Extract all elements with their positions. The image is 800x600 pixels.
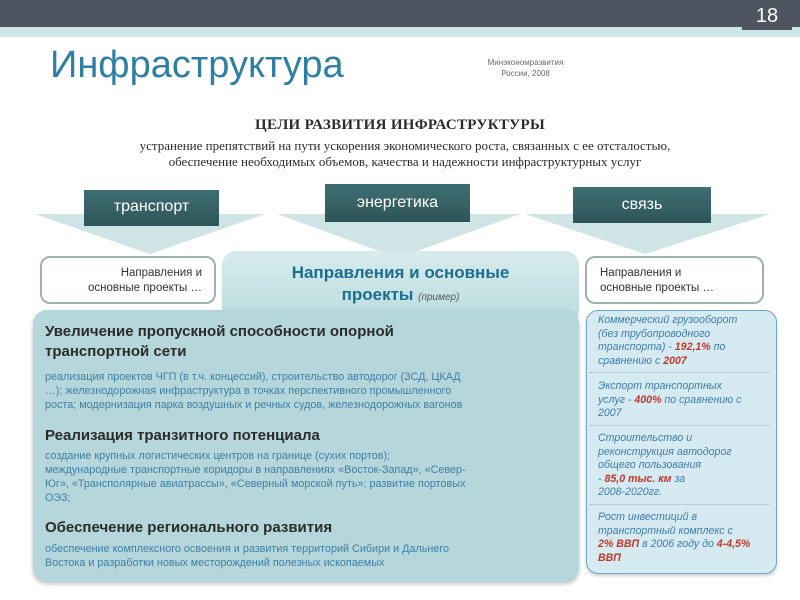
stat-4-value-to: 4-4,5% — [716, 538, 751, 550]
center-title-line-1: Направления и основные — [291, 263, 510, 282]
right-directions-bubble — [585, 256, 764, 304]
section-2-text-line-2: международные транспортные коридоры в направлениях «Восток-Запад», «Север- — [45, 464, 466, 476]
category-communication: связь — [621, 196, 663, 213]
stat-4-gdp: ВВП — [598, 551, 621, 564]
stat-1-line-3-end: по — [710, 341, 726, 353]
stat-1-year: 2007 — [663, 354, 687, 367]
right-bubble-line-2: основные проекты … — [600, 282, 715, 294]
stat-3-line-1: Строительство и — [598, 432, 693, 444]
stat-1-line-2: (без трубопроводного — [598, 327, 711, 340]
section-1-text-line-3: роста; модернизация парка воздушных и речных судов, железнодорожных вагонов — [45, 399, 463, 411]
stat-road-construction — [598, 432, 768, 500]
section-transport-capacity — [45, 322, 570, 412]
section-2-text-line-3: Юг», «Трансполярные авиатрассы», «Северный морской путь»; развитие портовых — [45, 478, 466, 490]
stat-1-line-1: Коммерческий грузооборот — [598, 314, 738, 326]
section-2-heading: Реализация транзитного потенциала — [45, 427, 320, 444]
page-title: Инфраструктура — [50, 44, 344, 86]
stat-separator — [590, 372, 770, 375]
section-1-heading-line-2: транспортной сети — [45, 343, 187, 360]
stat-3-line-5: 2008-2020гг. — [598, 486, 663, 498]
stat-3-line-4: - — [598, 472, 605, 485]
section-1-heading-line-1: Увеличение пропускной способности опорной — [45, 323, 394, 340]
stat-4-line-2: транспортный комплекс с — [598, 524, 733, 537]
goals-line-1: устранение препятствий на пути ускорения экономического роста, связанных с ее отсталостью, — [139, 138, 671, 153]
center-title-line-2: проекты — [341, 285, 414, 304]
source-line-2: России, 2008 — [501, 69, 550, 78]
left-directions-bubble — [40, 256, 216, 304]
section-2-text-line-1: создание крупных логистических центров на границе (сухих портов); — [45, 450, 391, 462]
center-note: (пример) — [418, 292, 460, 303]
stat-transport-export — [598, 380, 768, 421]
stat-3-line-2: реконструкция автодорог — [598, 445, 732, 458]
source-line-1: Минэкономразвития — [487, 58, 564, 67]
section-2-text-line-4: ОЭЗ; — [45, 492, 71, 504]
right-bubble-line-1: Направления и — [600, 267, 682, 279]
slide-number: 18 — [742, 2, 792, 30]
stat-1-line-4: сравнению с — [598, 354, 664, 367]
goals-line-2: обеспечение необходимых объемов, качества и надежности инфраструктурных услуг — [168, 154, 642, 169]
stat-2-line-2-end: по сравнению с — [661, 393, 742, 406]
center-title — [222, 262, 579, 309]
stat-freight-turnover — [598, 314, 768, 368]
section-1-text-line-2: …); железнодорожная инфраструктура в точках перспективного промышленного — [45, 385, 452, 397]
stat-4-line-1: Рост инвестиций в — [598, 511, 698, 523]
stat-separator — [590, 504, 770, 507]
category-transport: транспорт — [113, 198, 190, 215]
section-3-text-line-1: обеспечение комплексного освоения и развития территорий Сибири и Дальнего — [45, 543, 450, 555]
stat-3-line-4-end: за — [671, 472, 686, 485]
stat-separator — [590, 425, 770, 428]
section-regional — [45, 518, 570, 570]
category-energy: энергетика — [356, 194, 439, 211]
stat-4-value-from: 2% ВВП — [598, 538, 640, 550]
section-3-text-line-2: Востока и разработки новых месторождений полезных ископаемых — [45, 557, 385, 569]
goals-title: ЦЕЛИ РАЗВИТИЯ ИНФРАСТРУКТУРЫ — [255, 117, 545, 133]
stat-2-line-2: услуг - — [598, 393, 635, 406]
left-bubble-line-2: основные проекты … — [87, 282, 202, 294]
stat-1-value: 192,1% — [674, 341, 711, 353]
section-transit — [45, 426, 570, 505]
stat-3-value: 85,0 тыс. км — [604, 472, 672, 485]
stat-2-year: 2007 — [598, 407, 622, 419]
stat-1-line-3: транспорта) - — [598, 341, 675, 353]
stat-investment-growth — [598, 511, 768, 565]
stat-2-value: 400% — [634, 393, 662, 406]
section-3-heading: Обеспечение регионального развития — [45, 519, 333, 536]
stat-4-line-3: в 2006 году до — [639, 538, 717, 550]
section-1-text-line-1: реализация проектов ЧГП (в т.ч. концессий), строительство автодорог (ЗСД, ЦКАД — [45, 371, 461, 383]
left-bubble-line-1: Направления и — [120, 267, 202, 279]
stat-2-line-1: Экспорт транспортных — [598, 380, 722, 392]
stat-3-line-3: общего пользования — [598, 459, 701, 471]
